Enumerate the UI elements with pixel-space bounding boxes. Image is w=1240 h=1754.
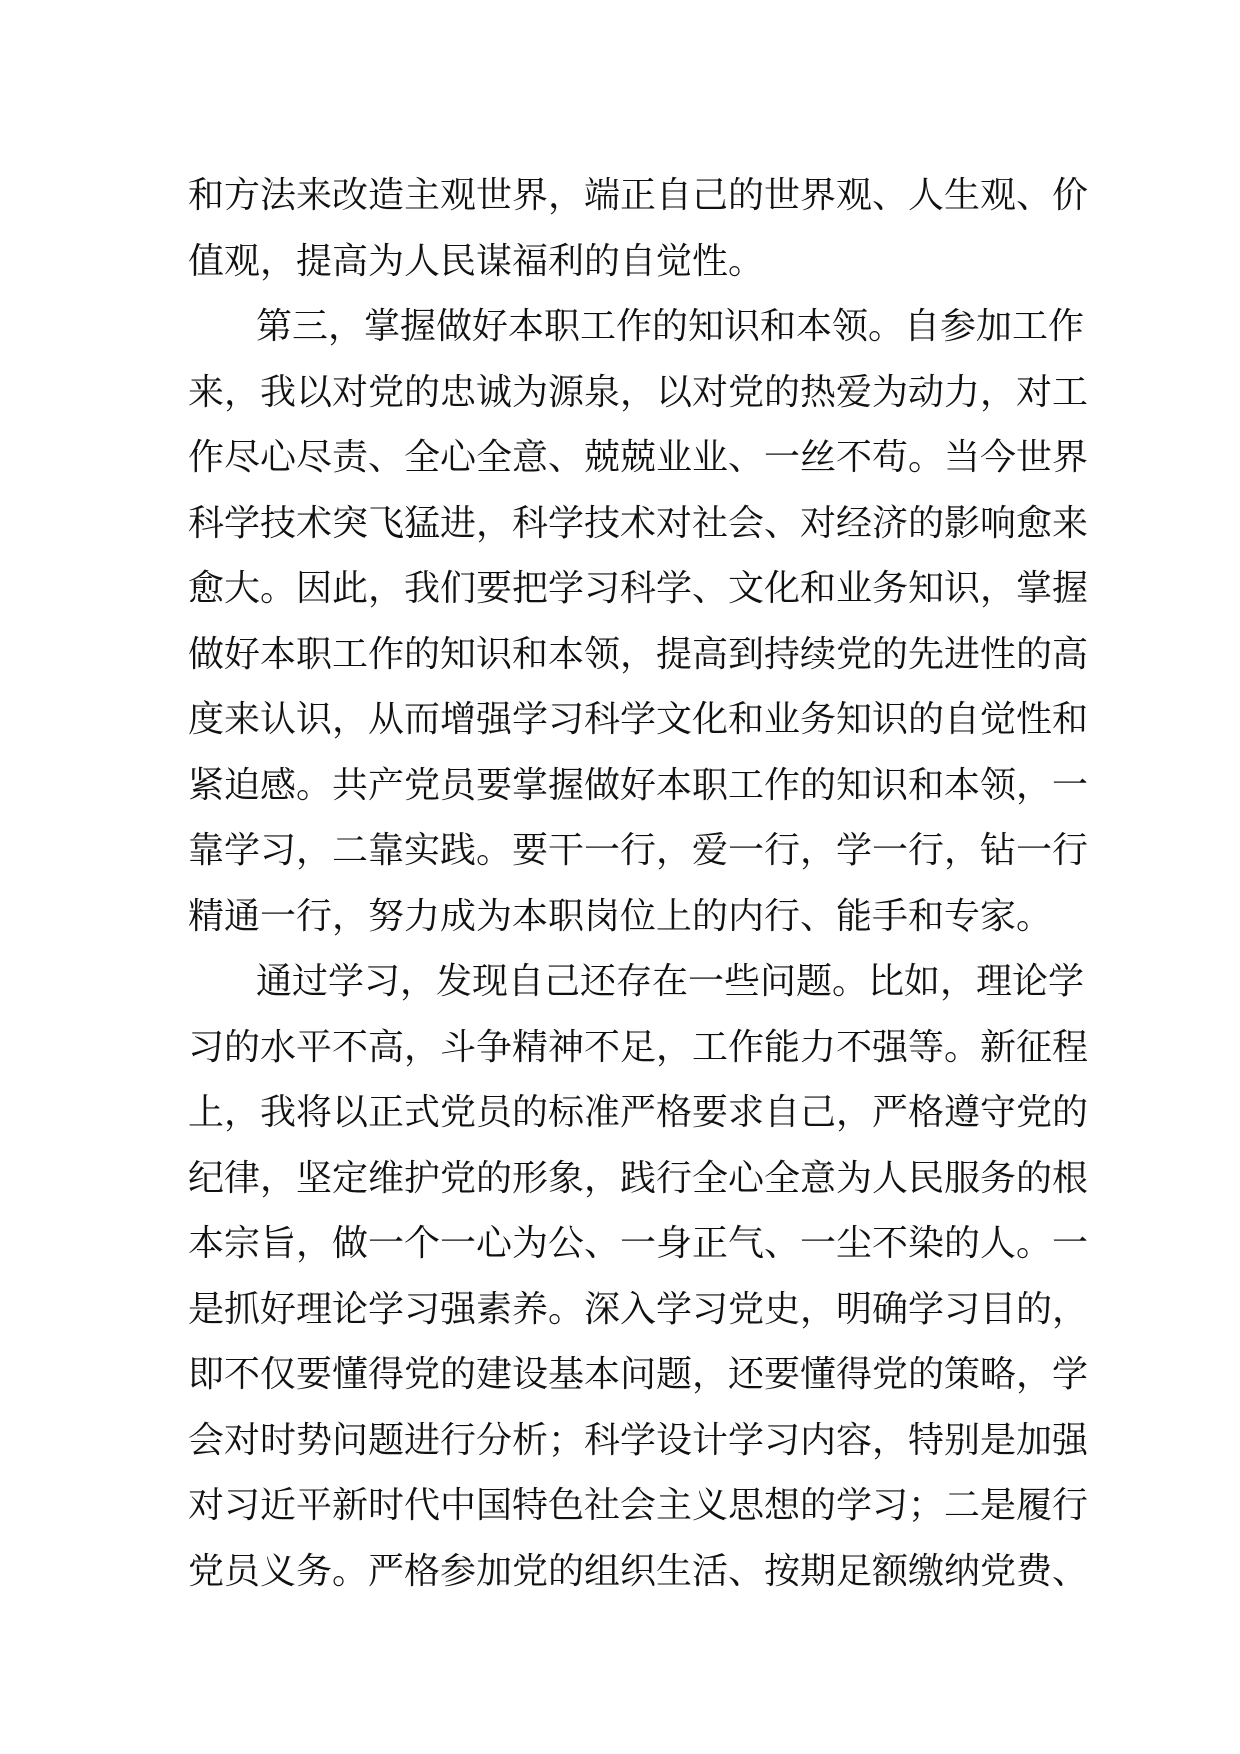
text-line: 来，我以对党的忠诚为源泉，以对党的热爱为动力，对工 — [188, 371, 1089, 413]
text-line: 上，我将以正式党员的标准严格要求自己，严格遵守党的 — [188, 1092, 1089, 1133]
text-line: 精通一行，努力成为本职岗位上的内行、能手和专家。 — [188, 895, 1053, 937]
text-line: 和方法来改造主观世界，端正自己的世界观、人生观、价 — [188, 175, 1089, 216]
text-line: 党员义务。严格参加党的组织生活、按期足额缴纳党费、 — [188, 1550, 1089, 1592]
text-line: 科学技术突飞猛进，科学技术对社会、对经济的影响愈来 — [188, 502, 1089, 544]
text-line: 本宗旨，做一个一心为公、一身正气、一尘不染的人。一 — [188, 1223, 1089, 1264]
text-line: 愈大。因此，我们要把学习科学、文化和业务知识，掌握 — [188, 568, 1089, 609]
text-line: 作尽心尽责、全心全意、兢兢业业、一丝不苟。当今世界 — [188, 437, 1089, 478]
body-text — [188, 163, 1089, 1604]
text-line: 纪律，坚定维护党的形象，践行全心全意为人民服务的根 — [188, 1157, 1089, 1199]
text-line: 度来认识，从而增强学习科学文化和业务知识的自觉性和 — [188, 699, 1089, 740]
text-line: 第三，掌握做好本职工作的知识和本领。自参加工作 — [256, 306, 1085, 347]
text-line: 习的水平不高，斗争精神不足，工作能力不强等。新征程 — [188, 1026, 1089, 1068]
text-line: 靠学习，二靠实践。要干一行，爱一行，学一行，钻一行 — [188, 830, 1089, 871]
text-line: 是抓好理论学习强素养。深入学习党史，明确学习目的， — [188, 1288, 1089, 1330]
text-line: 值观，提高为人民谋福利的自觉性。 — [188, 240, 765, 282]
text-line: 紧迫感。共产党员要掌握做好本职工作的知识和本领，一 — [188, 764, 1089, 806]
text-line: 通过学习，发现自己还存在一些问题。比如，理论学 — [256, 961, 1085, 1002]
text-line: 对习近平新时代中国特色社会主义思想的学习；二是履行 — [188, 1485, 1089, 1526]
text-line: 做好本职工作的知识和本领，提高到持续党的先进性的高 — [188, 633, 1089, 675]
text-line: 即不仅要懂得党的建设基本问题，还要懂得党的策略，学 — [188, 1354, 1089, 1395]
text-line: 会对时势问题进行分析；科学设计学习内容，特别是加强 — [188, 1419, 1089, 1461]
